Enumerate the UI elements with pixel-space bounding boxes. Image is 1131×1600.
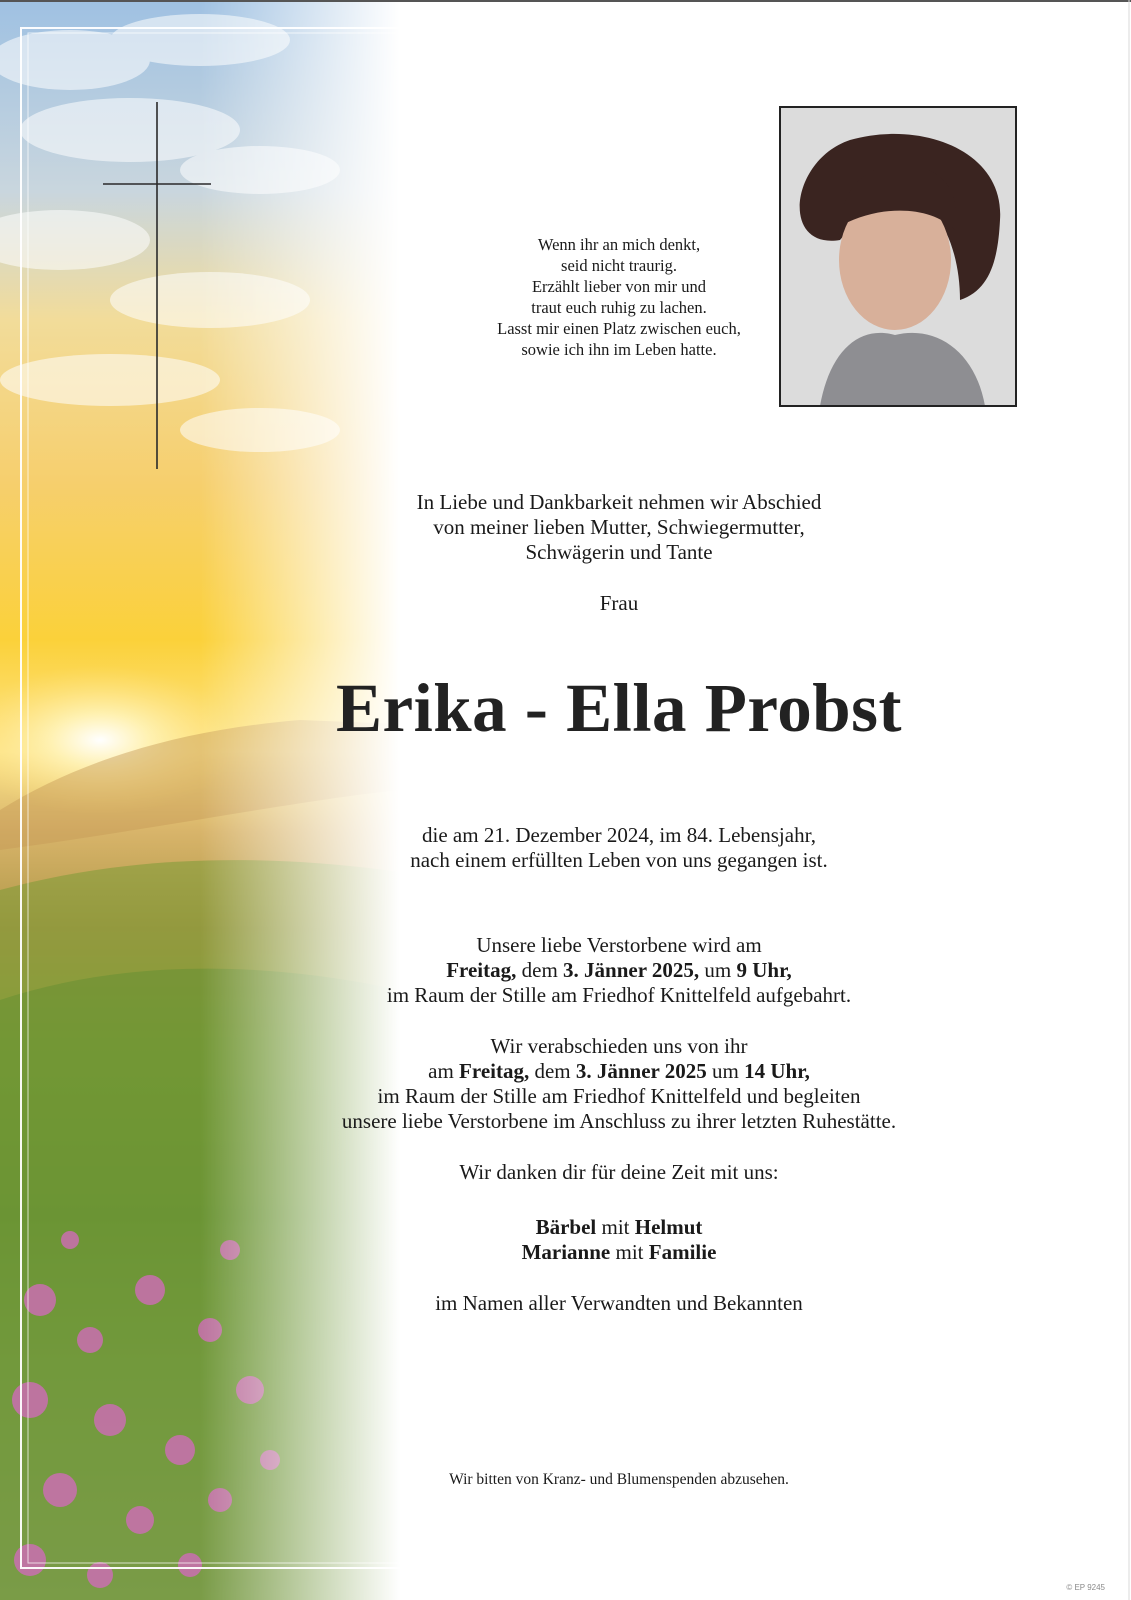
mourner-line: [463, 1240, 775, 1265]
viewing-um: um: [699, 958, 737, 982]
farewell-am: am: [428, 1059, 460, 1083]
viewing-date: 3. Jänner 2025,: [563, 958, 700, 982]
farewell-day: Freitag,: [459, 1059, 530, 1083]
viewing-time: 9 Uhr,: [736, 958, 792, 982]
mourner-name: Bärbel: [535, 1215, 597, 1239]
poem-line: Erzählt lieber von mir und: [531, 277, 707, 296]
mourner-line: [463, 1215, 775, 1240]
viewing-line: im Raum der Stille am Friedhof Knittelfeld aufgebahrt.: [386, 983, 852, 1007]
poem-line: sowie ich ihn im Leben hatte.: [521, 340, 717, 359]
farewell-time: 14 Uhr,: [744, 1059, 810, 1083]
viewing-day: Freitag,: [446, 958, 517, 982]
intro-line: von meiner lieben Mutter, Schwiegermutter,: [433, 515, 805, 539]
farewell-line: Wir verabschieden uns von ihr: [490, 1034, 748, 1058]
farewell-line: unsere liebe Verstorbene im Anschluss zu ihrer letzten Ruhestätte.: [341, 1109, 897, 1133]
mourner-with: mit: [610, 1240, 649, 1264]
poem: [383, 234, 855, 360]
mourner-with: mit: [596, 1215, 635, 1239]
poem-line: seid nicht traurig.: [561, 256, 677, 275]
viewing-info: [319, 933, 919, 1008]
print-code: © EP 9245: [1066, 1583, 1105, 1592]
farewell-line: [284, 1059, 954, 1084]
title-prefix: Frau: [599, 591, 639, 615]
death-date-text: [334, 823, 904, 873]
poem-line: Wenn ihr an mich denkt,: [537, 235, 701, 254]
intro-line: In Liebe und Dankbarkeit nehmen wir Abschied: [416, 490, 822, 514]
dates-line: nach einem erfüllten Leben von uns gegangen ist.: [410, 848, 828, 872]
viewing-line: [319, 958, 919, 983]
intro-line: Schwägerin und Tante: [525, 540, 713, 564]
mourner-partner: Helmut: [634, 1215, 703, 1239]
mourner-name: Marianne: [521, 1240, 611, 1264]
farewell-date: 3. Jänner 2025: [575, 1059, 707, 1083]
mourner-partner: Familie: [648, 1240, 717, 1264]
dates-line: die am 21. Dezember 2024, im 84. Lebensjahr,: [422, 823, 816, 847]
intro-text: [363, 490, 875, 565]
thanks-text: Wir danken dir für deine Zeit mit uns:: [459, 1160, 779, 1184]
farewell-info: [284, 1034, 954, 1134]
poem-line: Lasst mir einen Platz zwischen euch,: [497, 319, 741, 338]
relatives-text: im Namen aller Verwandten und Bekannten: [435, 1291, 803, 1315]
mourners: [463, 1215, 775, 1265]
deceased-name: Erika - Ella Probst: [335, 670, 902, 746]
viewing-dem: dem: [516, 958, 564, 982]
farewell-dem: dem: [529, 1059, 576, 1083]
farewell-line: im Raum der Stille am Friedhof Knittelfeld und begleiten: [377, 1084, 861, 1108]
viewing-line: Unsere liebe Verstorbene wird am: [476, 933, 762, 957]
poem-line: traut euch ruhig zu lachen.: [531, 298, 707, 317]
footer-note: Wir bitten von Kranz- und Blumenspenden abzusehen.: [449, 1471, 789, 1488]
farewell-um: um: [706, 1059, 745, 1083]
